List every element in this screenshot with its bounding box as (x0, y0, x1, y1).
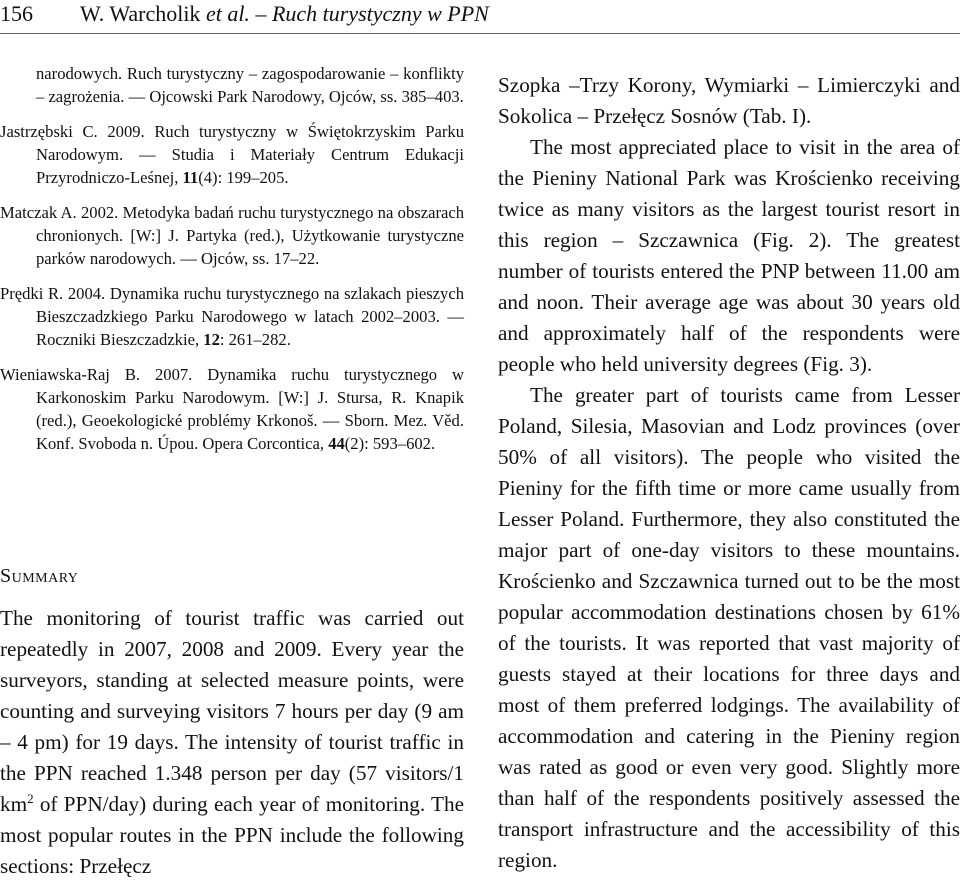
running-head-separator: – (255, 1, 267, 26)
reference-volume: 11 (182, 168, 199, 187)
reference-item: Wieniawska-Raj B. 2007. Dynamika ruchu turystycznego w Karkonoskim Parku Narodowym. [W:] J. Stursa, R. Knapik (red.), Geoekologické problémy Krkonoš. — Sborn. Mez. Věd. Konf. Svoboda n. Úpou. Opera Corcontica, 44(2): 593–602. (0, 365, 464, 453)
body-paragraph: Szopka –Trzy Korony, Wymiarki – Limierczyki and Sokolica – Przełęcz Sosnów (Tab. I). (498, 73, 960, 128)
right-column (498, 70, 960, 876)
reference-volume: 12 (203, 330, 220, 349)
page-number: 156 (0, 1, 33, 26)
summary-paragraph: The monitoring of tourist traffic was carried out repeatedly in 2007, 2008 and 2009. Every year the surveyors, standing at selected measure points, were counting and surveying visitors 7 hours per day (9 am – 4 pm) for 19 days. The intensity of tourist traffic in the PPN reached 1.348 person per day (57 visitors/1 $km^2$ of PPN/day) during each year of monitoring. The most popular routes in the PPN include the following sections: Przełęcz (0, 606, 464, 878)
reference-list (0, 62, 464, 455)
running-head-title: Ruch turystyczny w PPN (271, 1, 489, 26)
left-column (0, 62, 464, 467)
reference-item: narodowych. Ruch turystyczny – zagospodarowanie – konflikty – zagrożenia. — Ojcowski Park Narodowy, Ojców, ss. 385–403. (36, 64, 464, 106)
reference-volume: 44 (328, 434, 345, 453)
running-head-authors: W. Warcholik (80, 1, 201, 26)
reference-item: Jastrzębski C. 2009. Ruch turystyczny w Świętokrzyskim Parku Narodowym. — Studia i Materiały Centrum Edukacji Przyrodniczo-Leśnej, 11(4): 199–205. (0, 122, 464, 187)
body-paragraph: The most appreciated place to visit in the area of the Pieniny National Park was Krościenko receiving twice as many visitors as the largest tourist resort in this region – Szczawnica (Fig. 2). The greatest number of tourists entered the PNP between 11.00 am and noon. Their average age was about 30 years old and approximately half of the respondents were people who held university degrees (Fig. 3). (498, 135, 960, 376)
superscript: 2 (27, 791, 34, 806)
running-header (0, 0, 960, 34)
running-head (80, 1, 489, 27)
reference-item: Matczak A. 2002. Metodyka badań ruchu turystycznego na obszarach chronionych. [W:] J. Partyka (red.), Użytkowanie turystyczne parków narodowych. — Ojców, ss. 17–22. (0, 203, 464, 268)
header-rule (0, 33, 960, 34)
summary-heading: Summary (0, 565, 79, 587)
running-head-etal: et al. (205, 1, 250, 26)
reference-item: Prędki R. 2004. Dynamika ruchu turystycznego na szlakach pieszych Bieszczadzkiego Parku Narodowego w latach 2002–2003. — Roczniki Bieszczadzkie, 12: 261–282. (0, 284, 464, 349)
body-paragraph: The greater part of tourists came from Lesser Poland, Silesia, Masovian and Lodz provinces (over 50% of all visitors). The people who visited the Pieniny for the fifth time or more came usually from Lesser Poland. Furthermore, they also constituted the major part of one-day visitors to these mountains. Krościenko and Szczawnica turned out to be the most popular accommodation destinations chosen by 61% of the tourists. It was reported that vast majority of guests stayed at their locations for three days and most of them preferred lodgings. The availability of accommodation and catering in the Pieniny region was rated as good or even very good. Slightly more than half of the respondents positively assessed the transport infrastructure and the accessibility of this region. (498, 383, 960, 872)
